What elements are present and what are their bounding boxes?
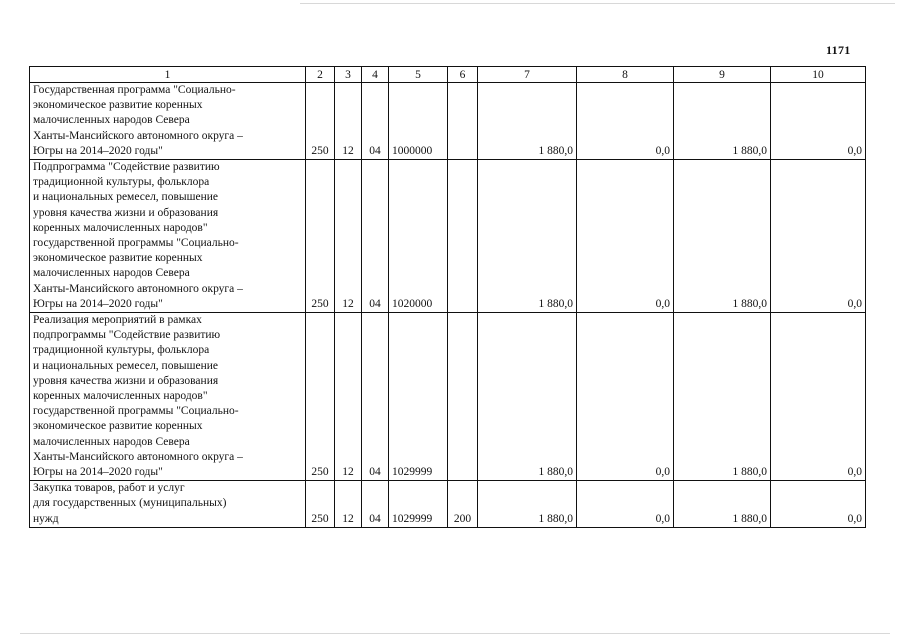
row-name-cell: Закупка товаров, работ и услуг для государственных (муниципальных) нужд [30,481,306,528]
column-header-2: 2 [306,67,335,83]
table-row [30,83,866,160]
cell-col-9: 1 880,0 [674,481,771,528]
table-row [30,160,866,313]
cell-col-5: 1029999 [389,481,448,528]
cell-col-5: 1029999 [389,313,448,481]
cell-col-3: 12 [335,313,362,481]
cell-col-6: 200 [448,481,478,528]
cell-col-2: 250 [306,160,335,313]
row-name-cell: Реализация мероприятий в рамках подпрограммы "Содействие развитию традиционной культуры, фольклора и национальных ремесел, повышение уровня качества жизни и образования коренных малочисленных народов" государственной программы "Социально- экономическое развитие коренных малочисленных народов Севера Ханты-Мансийского автономного округа – Югры на 2014–2020 годы" [30,313,306,481]
cell-col-6 [448,83,478,160]
cell-col-9: 1 880,0 [674,83,771,160]
column-header-5: 5 [389,67,448,83]
cell-col-6 [448,160,478,313]
scan-artifact-bottom [20,633,890,634]
table-row [30,481,866,528]
cell-col-2: 250 [306,83,335,160]
cell-col-4: 04 [362,160,389,313]
column-header-10: 10 [771,67,866,83]
cell-col-7: 1 880,0 [478,83,577,160]
cell-col-2: 250 [306,313,335,481]
column-header-8: 8 [577,67,674,83]
cell-col-6 [448,313,478,481]
row-name-cell: Подпрограмма "Содействие развитию традиционной культуры, фольклора и национальных ремесел, повышение уровня качества жизни и образования коренных малочисленных народов" государственной программы "Социально- экономическое развитие коренных малочисленных народов Севера Ханты-Мансийского автономного округа – Югры на 2014–2020 годы" [30,160,306,313]
cell-col-7: 1 880,0 [478,313,577,481]
column-header-1: 1 [30,67,306,83]
cell-col-4: 04 [362,83,389,160]
cell-col-2: 250 [306,481,335,528]
cell-col-10: 0,0 [771,313,866,481]
cell-col-10: 0,0 [771,160,866,313]
table-row [30,313,866,481]
cell-col-8: 0,0 [577,160,674,313]
cell-col-5: 1000000 [389,83,448,160]
scan-artifact-top [300,3,895,4]
cell-col-9: 1 880,0 [674,160,771,313]
column-header-6: 6 [448,67,478,83]
cell-col-4: 04 [362,481,389,528]
budget-table [29,66,866,528]
cell-col-3: 12 [335,160,362,313]
page-number: 1171 [826,43,851,57]
cell-col-10: 0,0 [771,83,866,160]
row-name-cell: Государственная программа "Социально- экономическое развитие коренных малочисленных народов Севера Ханты-Мансийского автономного округа – Югры на 2014–2020 годы" [30,83,306,160]
cell-col-3: 12 [335,83,362,160]
cell-col-3: 12 [335,481,362,528]
cell-col-10: 0,0 [771,481,866,528]
column-header-4: 4 [362,67,389,83]
cell-col-8: 0,0 [577,313,674,481]
column-header-3: 3 [335,67,362,83]
cell-col-8: 0,0 [577,481,674,528]
cell-col-9: 1 880,0 [674,313,771,481]
cell-col-7: 1 880,0 [478,160,577,313]
cell-col-8: 0,0 [577,83,674,160]
table-header-row [30,67,866,83]
column-header-9: 9 [674,67,771,83]
cell-col-7: 1 880,0 [478,481,577,528]
column-header-7: 7 [478,67,577,83]
cell-col-5: 1020000 [389,160,448,313]
cell-col-4: 04 [362,313,389,481]
